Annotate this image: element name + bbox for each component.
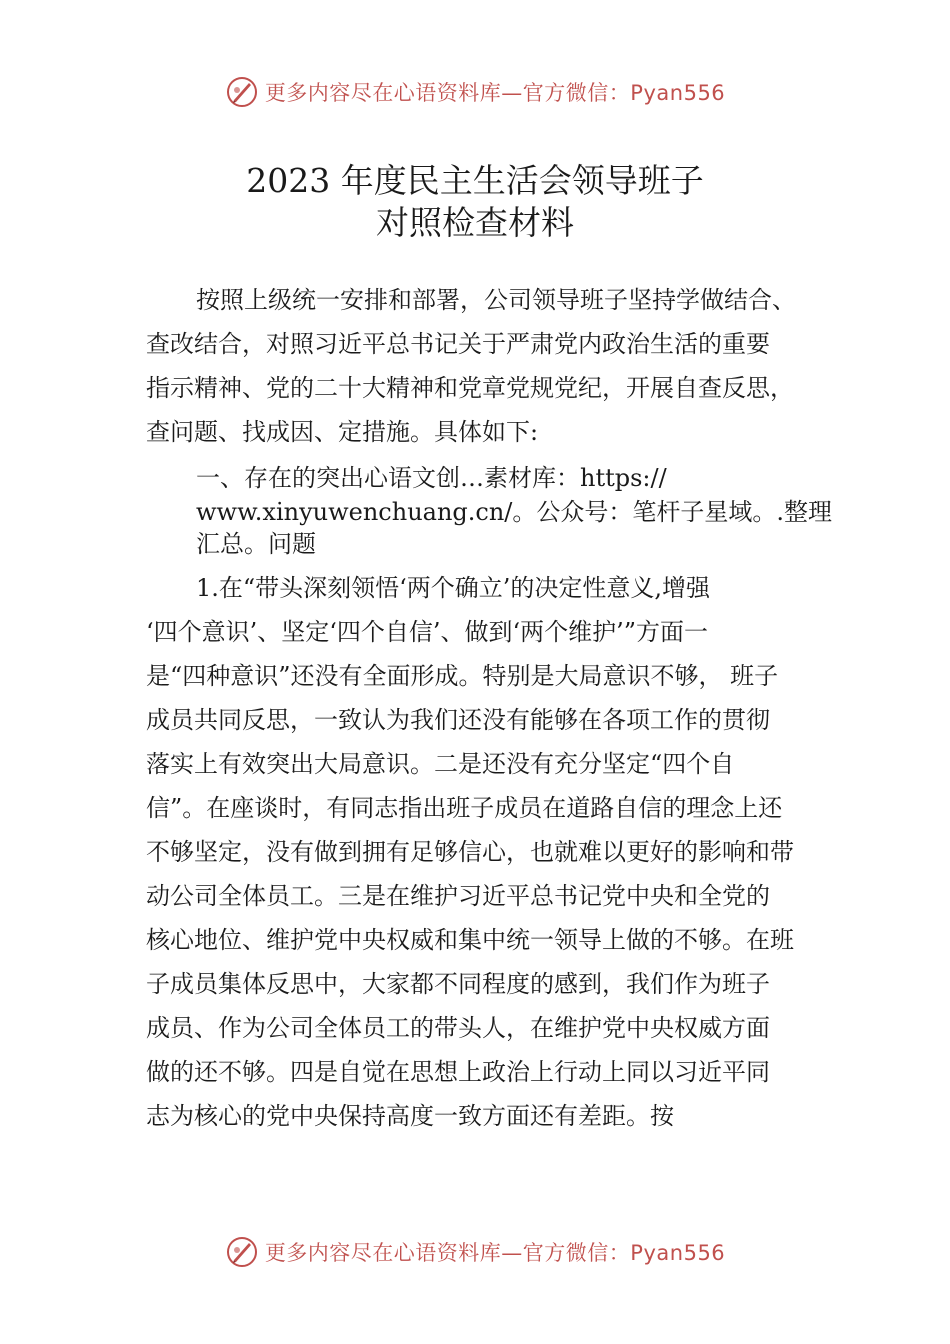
- header-banner: [0, 72, 950, 112]
- quill-logo-icon: [225, 75, 259, 109]
- item-1-line: 成员、作为公司全体员工的带头人，在维护党中央权威方面: [146, 1014, 770, 1042]
- item-1-line: 成员共同反思，一致认为我们还没有能够在各项工作的贯彻: [146, 706, 770, 734]
- item-1-line: 动公司全体员工。三是在维护习近平总书记党中央和全党的: [146, 882, 770, 910]
- document-title-line-2: 对照检查材料: [376, 203, 574, 242]
- quill-logo-icon: [225, 1235, 259, 1269]
- section-heading-line: 一、存在的突出心语文创…素材库：https://: [196, 464, 667, 492]
- item-1-line: 做的还不够。四是自觉在思想上政治上行动上同以习近平同: [146, 1058, 770, 1086]
- item-1-line: 落实上有效突出大局意识。二是还没有充分坚定“四个自: [146, 750, 735, 778]
- banner-text: 更多内容尽在心语资料库—官方微信：Pyan556: [264, 1241, 726, 1265]
- banner-text: 更多内容尽在心语资料库—官方微信：Pyan556: [264, 81, 726, 105]
- item-1-line: 志为核心的党中央保持高度一致方面还有差距。按: [146, 1102, 674, 1130]
- item-1-line: ‘四个意识’、坚定‘四个自信’、做到‘两个维护’”方面一: [146, 618, 709, 646]
- document-title-line-1: 2023 年度民主生活会领导班子: [246, 161, 704, 200]
- intro-line: 查改结合，对照习近平总书记关于严肃党内政治生活的重要: [146, 330, 770, 358]
- item-1-line: 核心地位、维护党中央权威和集中统一领导上做的不够。在班: [146, 926, 794, 954]
- section-heading-line: www.xinyuwenchuang.cn/。公众号：笔杆子星域。.整理: [196, 498, 833, 526]
- intro-line: 按照上级统一安排和部署，公司领导班子坚持学做结合、: [196, 286, 796, 314]
- item-1-line: 1.在“带头深刻领悟‘两个确立’的决定性意义,增强: [196, 574, 711, 602]
- item-1-line: 是“四种意识”还没有全面形成。特别是大局意识不够， 班子: [146, 662, 779, 690]
- item-1-line: 子成员集体反思中，大家都不同程度的感到，我们作为班子: [146, 970, 770, 998]
- intro-line: 指示精神、党的二十大精神和党章党规党纪，开展自查反思，: [146, 374, 794, 402]
- intro-line: 查问题、找成因、定措施。具体如下:: [146, 418, 539, 446]
- section-heading-line: 汇总。问题: [196, 530, 316, 558]
- item-1-line: 信”。在座谈时，有同志指出班子成员在道路自信的理念上还: [146, 794, 783, 822]
- footer-banner: [0, 1232, 950, 1272]
- item-1-line: 不够坚定，没有做到拥有足够信心，也就难以更好的影响和带: [146, 838, 794, 866]
